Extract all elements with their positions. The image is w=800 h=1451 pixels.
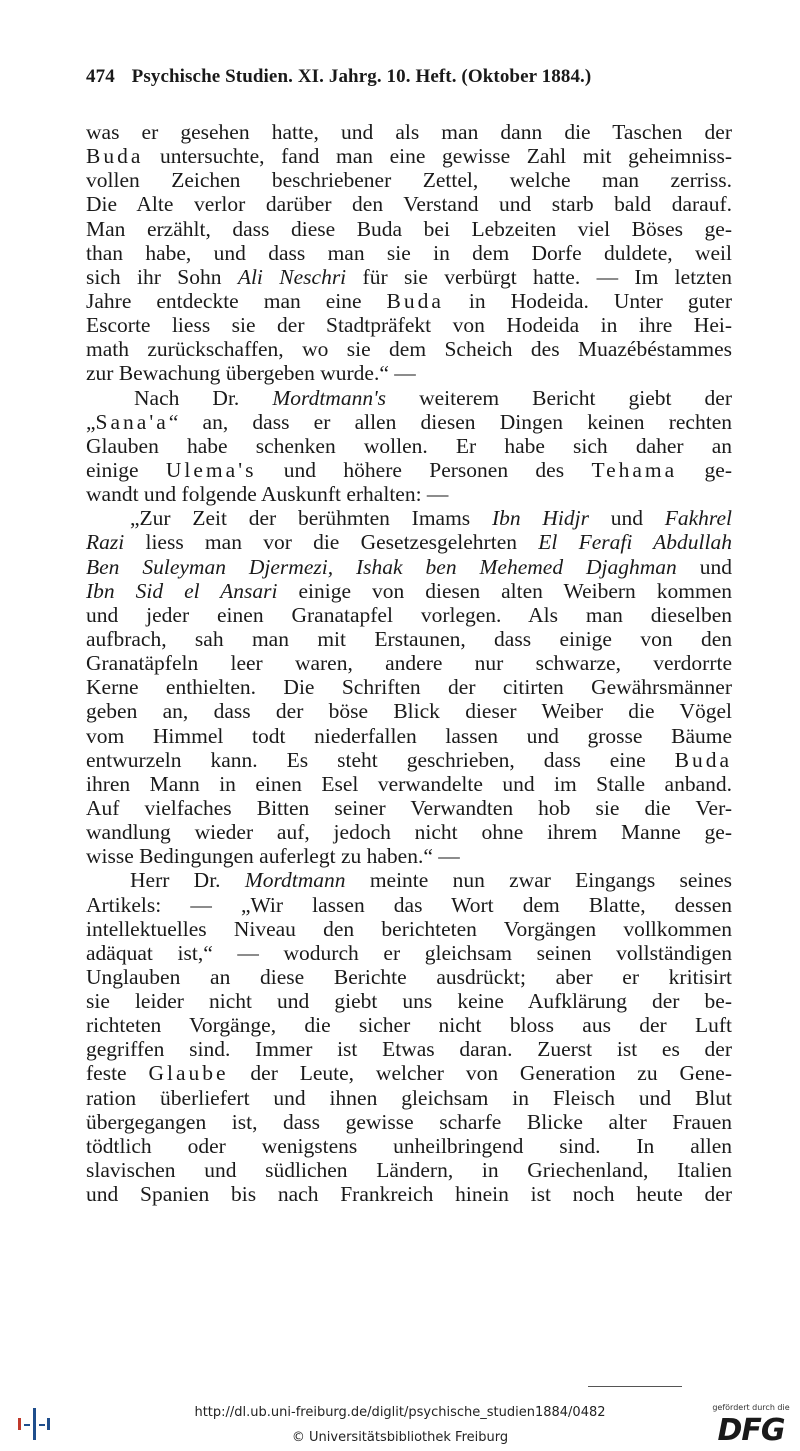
text-run: meinte nun zwar Eingangs seines: [345, 868, 732, 893]
spaced-word: Tehama: [591, 457, 678, 482]
text-line: [86, 1061, 732, 1085]
spaced-word: Buda: [674, 747, 732, 772]
text-run: „Zur Zeit der berühmten Imams: [130, 506, 492, 531]
text-run: einige: [86, 457, 166, 482]
text-line: übergegangen ist, dass gewisse scharfe Blicke alter Frauen: [86, 1109, 732, 1134]
italic-name: Fakhrel: [664, 506, 732, 531]
dfg-logo: DFG: [717, 1413, 785, 1448]
text-line: ihren Mann in einen Esel verwandelte und im Stalle anband.: [86, 771, 732, 796]
text-line: geben an, dass der böse Blick dieser Weiber die Vögel: [86, 699, 732, 724]
text-line: richteten Vorgänge, die sicher nicht bloss aus der Luft: [86, 1013, 732, 1038]
text-run: liess man vor die Gesetzesgelehrten: [124, 530, 539, 555]
text-line: wandlung wieder auf, jedoch nicht ohne ihrem Manne ge-: [86, 820, 732, 845]
italic-name: El Ferafi Abdullah: [538, 530, 732, 555]
text-run: sich ihr Sohn: [86, 264, 238, 289]
text-line: [86, 748, 732, 772]
text-line: Artikels: — „Wir lassen das Wort dem Blatte, dessen: [86, 892, 732, 917]
funding-note: gefördert durch die: [712, 1403, 790, 1412]
text-run: Nach Dr.: [134, 385, 273, 410]
italic-name: Ben Suleyman Djermezi, Ishak ben Mehemed Djaghman: [86, 554, 677, 579]
text-line: Escorte liess sie der Stadtpräfekt von Hodeida in ihre Hei-: [86, 313, 732, 338]
body-text: [86, 120, 732, 1206]
text-line: [86, 530, 732, 554]
text-run: untersuchte, fand man eine gewisse Zahl mit geheimniss-: [143, 144, 732, 169]
text-line: Granatäpfeln leer waren, andere nur schwarze, verdorrte: [86, 651, 732, 676]
text-run: und: [676, 554, 733, 579]
text-line: [86, 555, 732, 579]
text-line: slavischen und südlichen Ländern, in Griechenland, Italien: [86, 1158, 732, 1183]
italic-name: Mordtmann: [244, 868, 346, 893]
text-line: Kerne enthielten. Die Schriften der citirten Gewährsmänner: [86, 675, 732, 700]
italic-name: Ali Neschri: [237, 264, 347, 289]
text-line: vom Himmel todt niederfallen lassen und grosse Bäume: [86, 723, 732, 748]
running-title: Psychische Studien. XI. Jahrg. 10. Heft. (Oktober 1884.): [131, 66, 592, 87]
text-line: adäquat ist,“ — wodurch er gleichsam seinen vollständigen: [86, 940, 732, 965]
text-line: Unglauben an diese Berichte ausdrückt; aber er kritisirt: [86, 964, 732, 989]
text-line: wisse Bedingungen auferlegt zu haben.“ —: [86, 844, 460, 869]
text-run: einige von diesen alten Weibern kommen: [277, 578, 732, 603]
text-line: gegriffen sind. Immer ist Etwas daran. Zuerst ist es der: [86, 1037, 732, 1062]
text-line: wandt und folgende Auskunft erhalten: —: [86, 482, 449, 507]
text-run: und: [588, 506, 665, 531]
text-line: intellektuelles Niveau den berichteten Vorgängen vollkommen: [86, 916, 732, 941]
source-url-link[interactable]: http://dl.ub.uni-freiburg.de/diglit/psychische_studien1884/0482: [194, 1405, 606, 1420]
text-line: [86, 458, 732, 482]
page-number: 474: [86, 66, 115, 87]
text-line: Man erzählt, dass diese Buda bei Lebzeiten viel Böses ge-: [86, 216, 732, 241]
text-line: math zurückschaffen, wo sie dem Scheich des Muazébéstammes: [86, 337, 732, 362]
text-run: Jahre entdeckte man eine: [86, 288, 387, 313]
text-line: [86, 386, 732, 410]
italic-name: Ibn Sid el Ansari: [86, 578, 278, 603]
catchword-rule: [588, 1386, 682, 1387]
text-line: ration überliefert und ihnen gleichsam in Fleisch und Blut: [86, 1085, 732, 1110]
text-line: Auf vielfaches Bitten seiner Verwandten hob sie die Ver-: [86, 795, 732, 820]
text-run: der Leute, welcher von Generation zu Gene-: [228, 1061, 732, 1086]
text-line: und Spanien bis nach Frankreich hinein ist noch heute der: [86, 1182, 732, 1207]
text-run: weiterem Bericht giebt der: [386, 385, 732, 410]
spaced-word: Sana'a: [95, 409, 169, 434]
text-line: Glauben habe schenken wollen. Er habe sich daher an: [86, 433, 732, 458]
text-line: [86, 579, 732, 603]
text-line: was er gesehen hatte, und als man dann die Taschen der: [86, 120, 732, 144]
spaced-word: Buda: [86, 144, 144, 169]
italic-name: Ibn Hidjr: [491, 506, 589, 531]
text-run: feste: [86, 1061, 149, 1086]
text-line: [86, 265, 732, 289]
running-header: [86, 66, 734, 88]
copyright-notice: © Universitätsbibliothek Freiburg: [291, 1430, 509, 1445]
text-line: vollen Zeichen beschriebener Zettel, welche man zerriss.: [86, 168, 732, 193]
italic-name: Razi: [86, 530, 125, 555]
italic-name: Mordtmann's: [272, 385, 387, 410]
text-run: “ an, dass er allen diesen Dingen keinen rechten: [168, 409, 732, 434]
text-run: für sie verbürgt hatte. — Im letzten: [346, 264, 732, 289]
text-run: ge-: [677, 457, 732, 482]
text-run: „: [86, 409, 96, 434]
text-line: tödtlich oder wenigstens unheilbringend sind. In allen: [86, 1133, 732, 1158]
text-run: Herr Dr.: [130, 868, 245, 893]
text-run: und höhere Personen des: [256, 457, 592, 482]
text-line: than habe, und dass man sie in dem Dorfe duldete, weil: [86, 240, 732, 265]
text-run: in Hodeida. Unter guter: [443, 288, 732, 313]
text-line: Die Alte verlor darüber den Verstand und starb bald darauf.: [86, 192, 732, 217]
text-run: entwurzeln kann. Es steht geschrieben, dass eine: [86, 747, 675, 772]
text-line: und jeder einen Granatapfel vorlegen. Als man dieselben: [86, 602, 732, 627]
text-line: [86, 868, 732, 892]
text-line: [86, 144, 732, 168]
text-line: sie leider nicht und giebt uns keine Aufklärung der be-: [86, 989, 732, 1014]
text-line: [86, 289, 732, 313]
text-line: [86, 506, 732, 530]
text-line: [86, 410, 732, 434]
spaced-word: Ulema's: [165, 457, 257, 482]
text-line: aufbrach, sah man mit Erstaunen, dass einige von den: [86, 626, 732, 651]
spaced-word: Buda: [386, 288, 444, 313]
text-line: zur Bewachung übergeben wurde.“ —: [86, 361, 416, 386]
spaced-word: Glaube: [148, 1061, 229, 1086]
